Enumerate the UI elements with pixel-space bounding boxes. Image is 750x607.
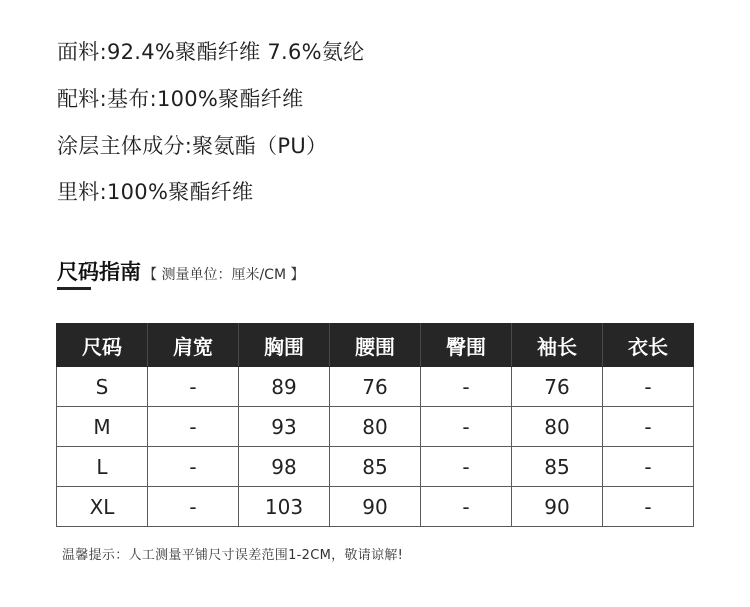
table-cell: - [603, 487, 694, 527]
table-cell: M [57, 407, 148, 447]
table-cell: - [603, 407, 694, 447]
table-cell: - [148, 447, 239, 487]
material-fabric: 面料:92.4%聚酯纤维 7.6%氨纶 [57, 40, 365, 64]
header-sleeve: 袖长 [512, 324, 603, 367]
table-cell: 76 [330, 367, 421, 407]
table-cell: - [421, 447, 512, 487]
header-shoulder: 肩宽 [148, 324, 239, 367]
size-guide-title: 尺码指南 [57, 260, 141, 284]
table-cell: 90 [512, 487, 603, 527]
table-cell: - [421, 487, 512, 527]
table-cell: - [148, 487, 239, 527]
header-size: 尺码 [57, 324, 148, 367]
size-guide-unit: 【 测量单位：厘米/CM 】 [143, 267, 305, 283]
size-guide-heading [57, 256, 304, 286]
size-table [56, 323, 694, 527]
table-row [57, 407, 694, 447]
table-cell: - [421, 407, 512, 447]
table-cell: 90 [330, 487, 421, 527]
table-cell: 80 [512, 407, 603, 447]
table-cell: - [148, 367, 239, 407]
material-coating: 涂层主体成分:聚氨酯（PU） [57, 134, 328, 158]
material-accessory: 配料:基布:100%聚酯纤维 [57, 87, 304, 111]
header-chest: 胸围 [239, 324, 330, 367]
table-cell: XL [57, 487, 148, 527]
table-cell: S [57, 367, 148, 407]
table-cell: 76 [512, 367, 603, 407]
material-lining: 里料:100%聚酯纤维 [57, 180, 254, 204]
table-cell: 103 [239, 487, 330, 527]
title-underline [57, 287, 91, 290]
table-cell: 93 [239, 407, 330, 447]
table-cell: 85 [512, 447, 603, 487]
measurement-note: 温馨提示：人工测量平铺尺寸误差范围1-2CM，敬请谅解! [62, 548, 404, 563]
table-cell: - [603, 447, 694, 487]
header-length: 衣长 [603, 324, 694, 367]
table-row [57, 367, 694, 407]
header-waist: 腰围 [330, 324, 421, 367]
table-row [57, 487, 694, 527]
table-row [57, 447, 694, 487]
table-cell: - [421, 367, 512, 407]
table-cell: 85 [330, 447, 421, 487]
table-cell: - [603, 367, 694, 407]
table-cell: - [148, 407, 239, 447]
table-cell: 98 [239, 447, 330, 487]
header-hip: 臀围 [421, 324, 512, 367]
table-cell: 80 [330, 407, 421, 447]
table-header-row [57, 324, 694, 367]
table-cell: L [57, 447, 148, 487]
table-cell: 89 [239, 367, 330, 407]
